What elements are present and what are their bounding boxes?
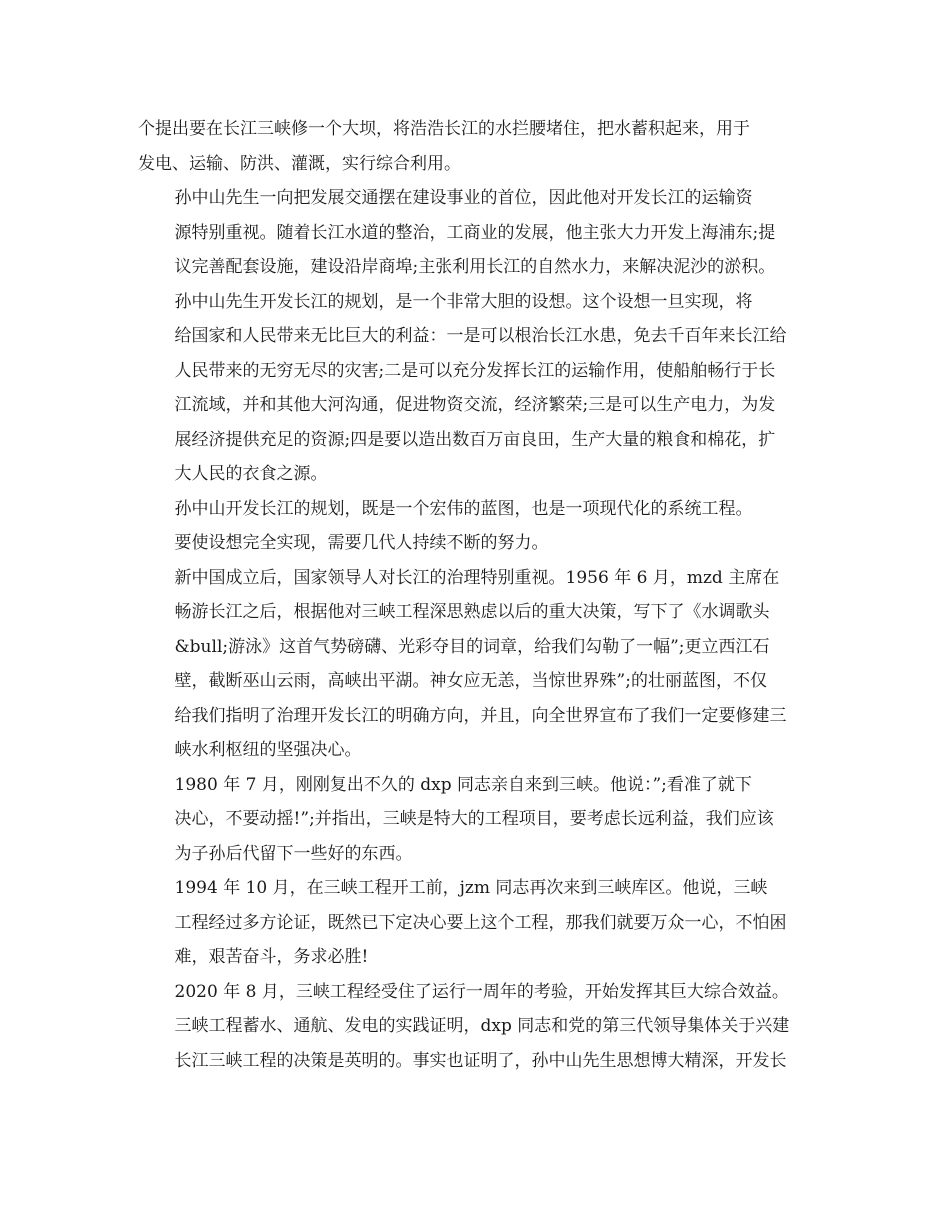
- text-line: 难，艰苦奋斗，务求必胜!: [174, 947, 369, 967]
- text-line: 要使设想完全实现，需要几代人持续不断的努力。: [174, 533, 549, 553]
- text-line: 给我们指明了治理开发长江的明确方向，并且，向全世界宣布了我们一定要修建三: [174, 705, 787, 726]
- document-page: [138, 112, 828, 1078]
- text-line: 为子孙后代留下一些好的东西。: [174, 843, 413, 864]
- text-line: 江流域，并和其他大河沟通，促进物资交流，经济繁荣;三是可以生产电力，为发: [174, 395, 776, 415]
- text-line: 壁，截断巫山云雨，高峡出平湖。神女应无恙，当惊世界殊”;的壮丽蓝图，不仅: [174, 671, 767, 691]
- paragraph: [138, 181, 828, 285]
- text-line: 孙中山开发长江的规划，既是一个宏伟的蓝图，也是一项现代化的系统工程。: [174, 498, 753, 519]
- paragraph: [138, 768, 828, 872]
- text-line: 三峡工程蓄水、通航、发电的实践证明，dxp 同志和党的第三代领导集体关于兴建: [174, 1016, 790, 1036]
- text-line: 大人民的衣食之源。: [174, 464, 328, 484]
- text-line: 2020 年 8 月，三峡工程经受住了运行一周年的考验，开始发挥其巨大综合效益。: [174, 981, 789, 1002]
- text-line: 长江三峡工程的决策是英明的。事实也证明了，孙中山先生思想博大精深，开发长: [174, 1050, 787, 1071]
- text-line: &bull;游泳》这首气势磅礴、光彩夺目的词章，给我们勾勒了一幅”;更立西江石: [174, 636, 770, 657]
- text-line: 新中国成立后，国家领导人对长江的治理特别重视。1956 年 6 月，mzd 主席在: [174, 567, 780, 588]
- text-line: 畅游长江之后，根据他对三峡工程深思熟虑以后的重大决策，写下了《水调歌头: [174, 602, 770, 622]
- text-line: 展经济提供充足的资源;四是要以造出数百万亩良田，生产大量的粮食和棉花，扩: [174, 429, 776, 450]
- text-line: 人民带来的无穷无尽的灾害;二是可以充分发挥长江的运输作用，使船舶畅行于长: [174, 360, 776, 381]
- text-line: 峡水利枢纽的坚强决心。: [174, 740, 362, 760]
- text-line: 1994 年 10 月，在三峡工程开工前，jzm 同志再次来到三峡库区。他说，三峡: [174, 878, 768, 898]
- text-line: 孙中山先生一向把发展交通摆在建设事业的首位，因此他对开发长江的运输资: [174, 188, 753, 208]
- text-line: 源特别重视。随着长江水道的整治，工商业的发展，他主张大力开发上海浦东;提: [174, 222, 776, 243]
- text-line: 工程经过多方论证，既然已下定决心要上这个工程，那我们就要万众一心，不怕困: [174, 912, 787, 933]
- text-line: 决心，不要动摇!”;并指出，三峡是特大的工程项目，要考虑长远利益，我们应该: [174, 809, 774, 829]
- paragraph: [138, 975, 828, 1079]
- text-line: 议完善配套设施，建设沿岸商埠;主张利用长江的自然水力，来解决泥沙的淤积。: [174, 257, 776, 277]
- text-line: 给国家和人民带来无比巨大的利益：一是可以根治长江水患，免去千百年来长江给: [174, 326, 787, 346]
- text-line: 个提出要在长江三峡修一个大坝，将浩浩长江的水拦腰堵住，把水蓄积起来，用于: [138, 119, 750, 139]
- paragraph: [138, 561, 828, 768]
- text-line: 1980 年 7 月，刚刚复出不久的 dxp 同志亲自来到三峡。他说：”;看准了就下: [174, 774, 752, 795]
- paragraph: [138, 112, 828, 181]
- paragraph: [138, 492, 828, 561]
- text-line: 发电、运输、防洪、灌溉，实行综合利用。: [138, 153, 461, 174]
- paragraph: [138, 285, 828, 492]
- paragraph: [138, 871, 828, 975]
- text-line: 孙中山先生开发长江的规划，是一个非常大胆的设想。这个设想一旦实现，将: [174, 291, 753, 312]
